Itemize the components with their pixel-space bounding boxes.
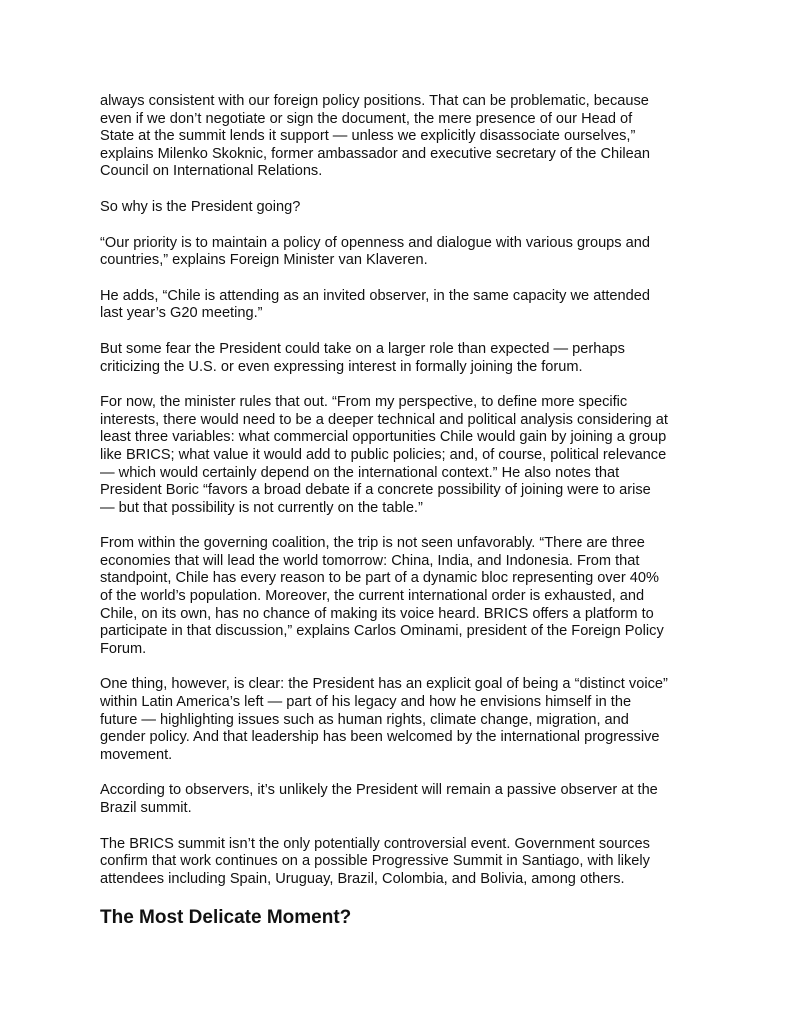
paragraph-why-going: So why is the President going? bbox=[100, 198, 301, 215]
paragraph-larger-role: But some fear the President could take on a larger role than expected — perhaps criticizing the U.S. or even expressing interest in formally joining the forum. bbox=[100, 340, 625, 375]
paragraph-minister-rules-out: For now, the minister rules that out. “From my perspective, to define more specific interests, there would need to be a deeper technical and political analysis considering at least three variables: what commercial opportunities Chile would gain by joining a group like BRICS; what value it would add to public policies; and, of course, political relevance — which would certainly depend on the international context.” He also notes that President Boric “favors a broad debate if a concrete possibility of joining were to arise — but that possibility is not currently on the table.” bbox=[100, 394, 668, 516]
paragraph-governing-coalition: From within the governing coalition, the trip is not seen unfavorably. “There are three economies that will lead the world tomorrow: China, India, and Indonesia. From that standpoint, Chile has every reason to be part of a dynamic bloc representing over 40% of the world’s population. Moreover, the current international order is exhausted, and Chile, on its own, has no chance of making its voice heard. BRICS offers a platform to participate in that discussion,” explains Carlos Ominami, president of the Foreign Policy Forum. bbox=[100, 535, 664, 657]
paragraph-passive-observer: According to observers, it’s unlikely the President will remain a passive observer at the Brazil summit. bbox=[100, 782, 658, 816]
section-heading: The Most Delicate Moment? bbox=[100, 907, 352, 929]
paragraph-distinct-voice: One thing, however, is clear: the President has an explicit goal of being a “distinct voice” within Latin America’s left — part of his legacy and how he envisions himself in the future — highlighting issues such as human rights, climate change, migration, and gender policy. And that leadership has been welcomed by the international progressive movement. bbox=[100, 676, 668, 763]
paragraph-skoknic-quote: always consistent with our foreign policy positions. That can be problematic, because even if we don’t negotiate or sign the document, the mere presence of our Head of State at the summit lends it support — unless we explicitly disassociate ourselves,” explains Milenko Skoknic, former ambassador and executive secretary of the Chilean Council on International Relations. bbox=[100, 93, 650, 180]
document-page bbox=[100, 93, 720, 930]
paragraph-progressive-summit: The BRICS summit isn’t the only potentially controversial event. Government sources confirm that work continues on a possible Progressive Summit in Santiago, with likely attendees including Spain, Uruguay, Brazil, Colombia, and Bolivia, among others. bbox=[100, 835, 650, 887]
paragraph-openness-quote: “Our priority is to maintain a policy of openness and dialogue with various groups and countries,” explains Foreign Minister van Klaveren. bbox=[100, 234, 651, 269]
paragraph-observer-quote: He adds, “Chile is attending as an invited observer, in the same capacity we attended last year’s G20 meeting.” bbox=[100, 287, 651, 322]
